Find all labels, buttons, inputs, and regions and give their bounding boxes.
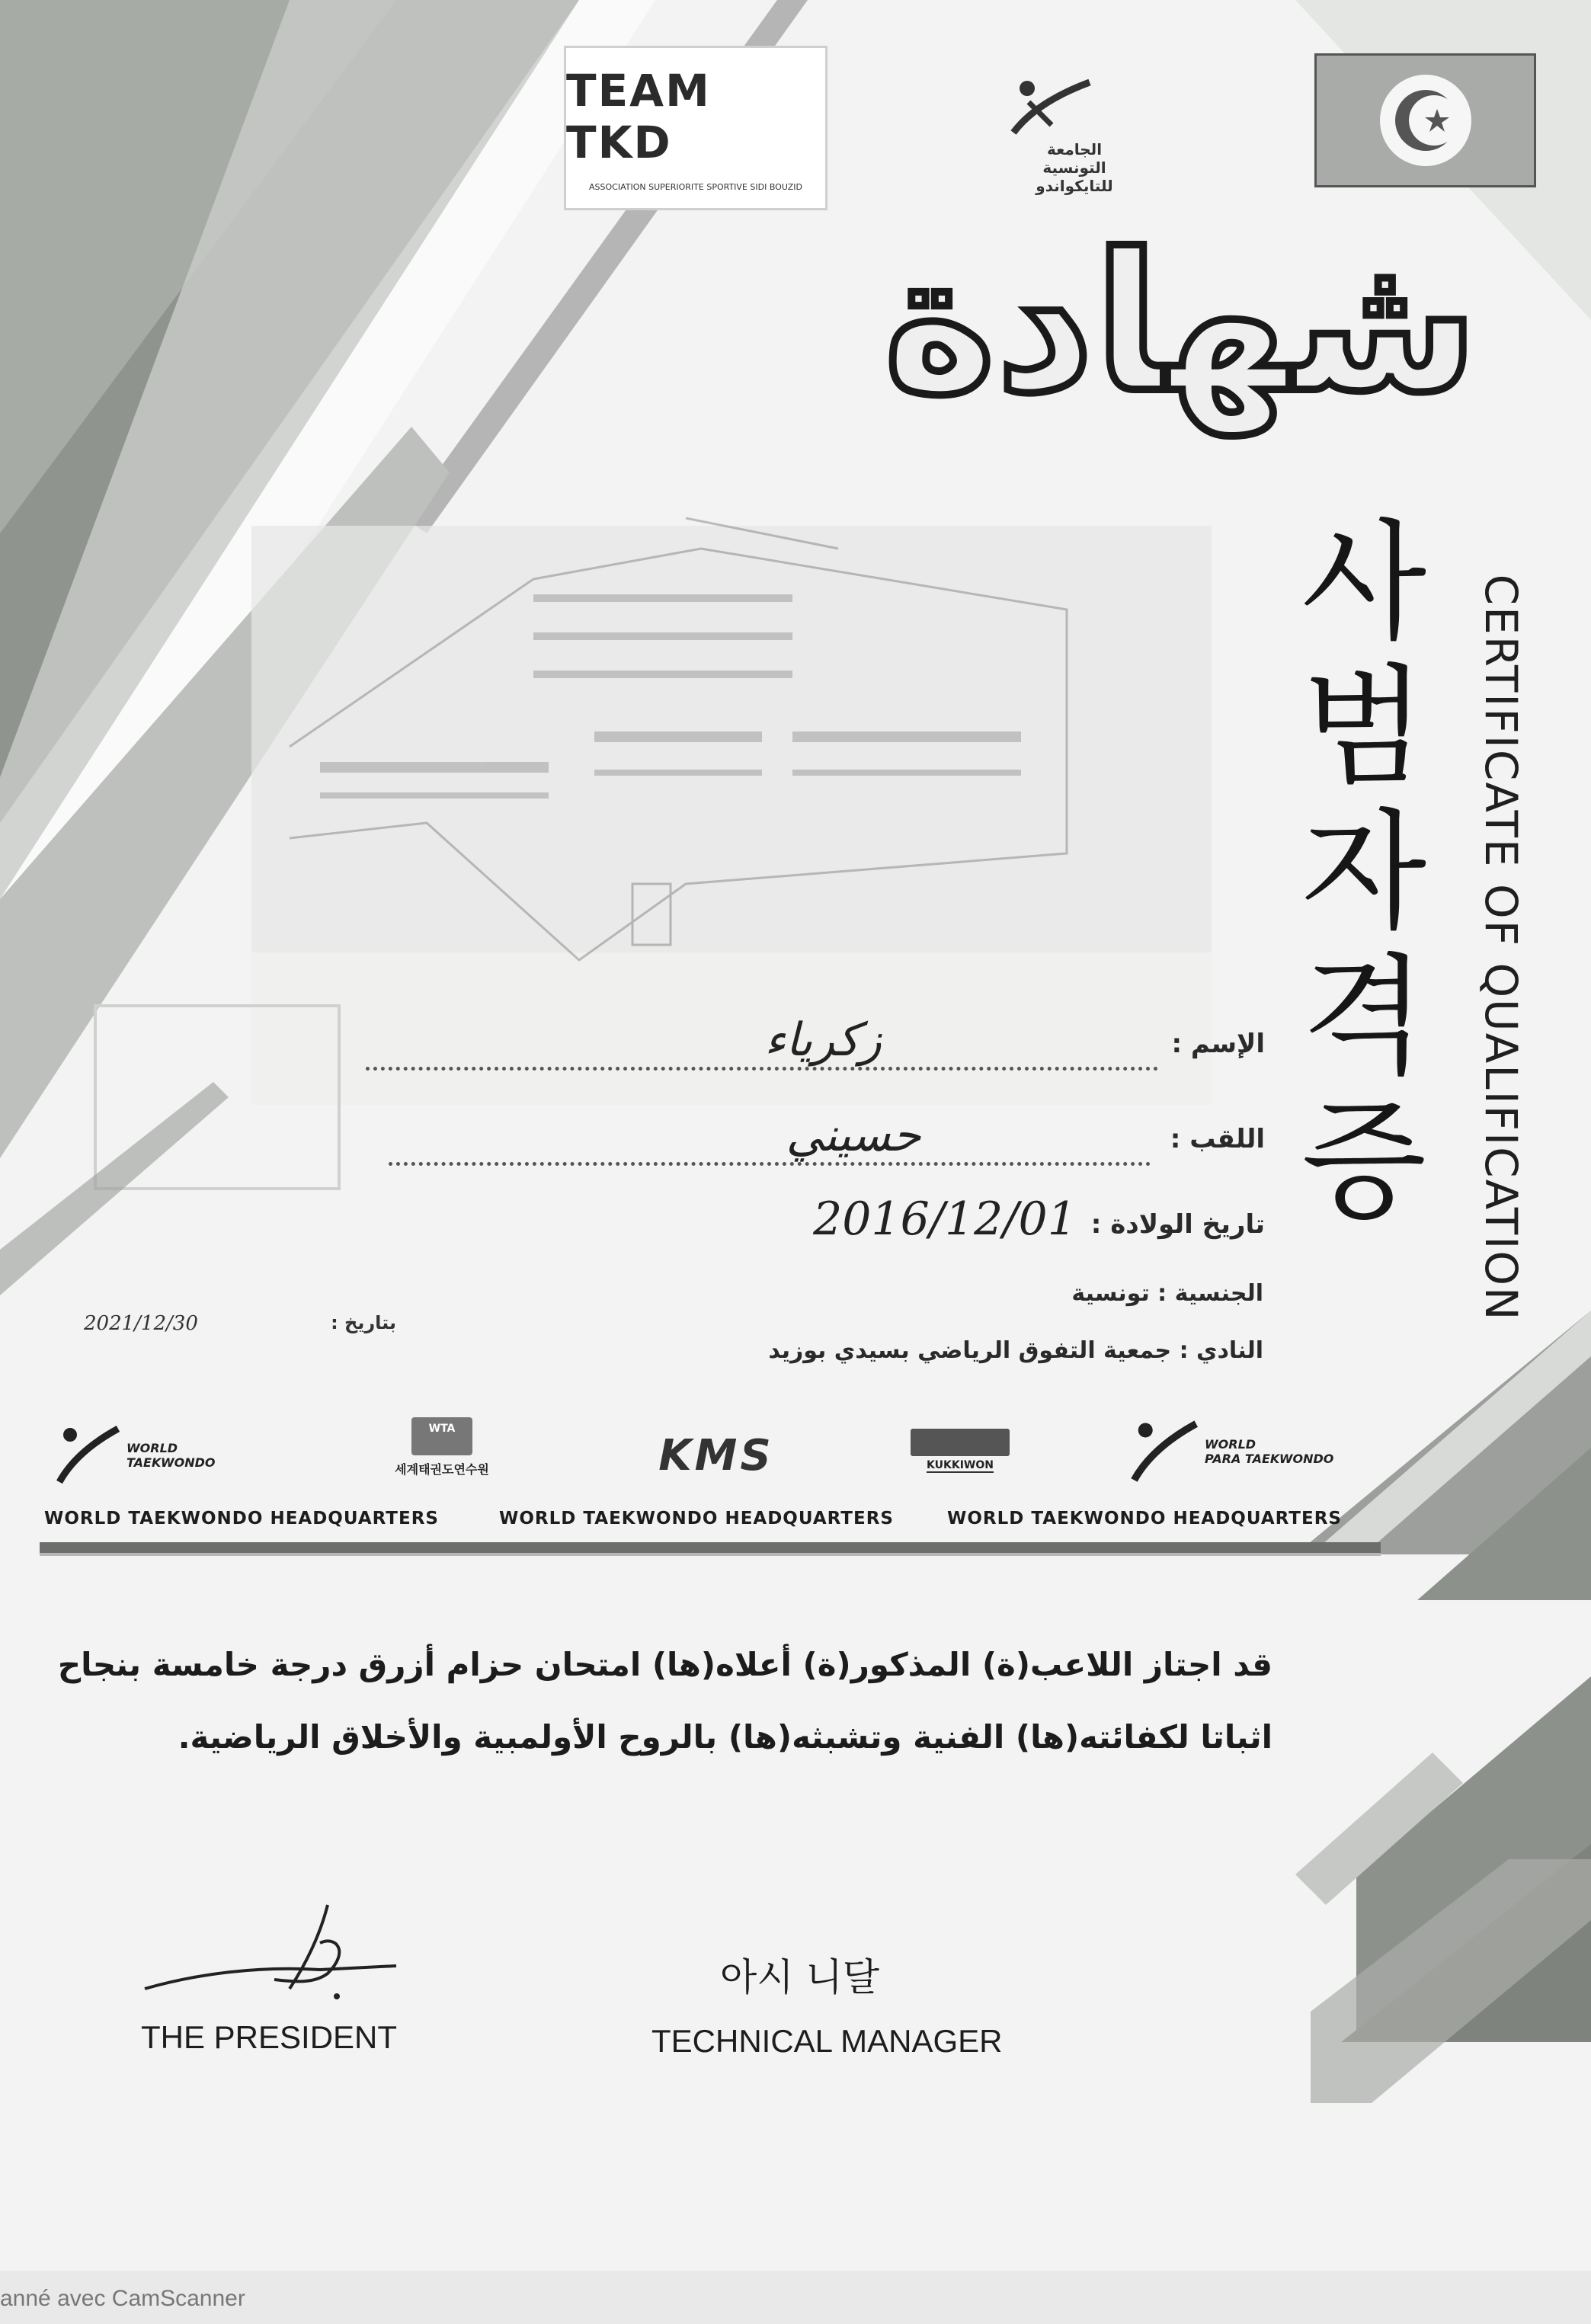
field-date-value: 2021/12/30 (84, 1312, 198, 1335)
partner-wta (373, 1417, 511, 1493)
world-taekwondo-line2: TAEKWONDO (126, 1455, 216, 1470)
taekwondo-kicker-icon (1006, 72, 1097, 140)
hq-label-2: WORLD TAEKWONDO HEADQUARTERS (499, 1509, 894, 1529)
field-surname-value: حسيني (786, 1109, 921, 1162)
field-club: النادي : جمعية التفوق الرياضي بسيدي بوزيد (768, 1337, 1263, 1364)
partner-world-taekwondo (53, 1417, 267, 1493)
president-signature (137, 1890, 411, 2012)
federation-logo (968, 61, 1135, 206)
statement-line-2: اثباتا لكفائته(ها) الفنية وتشبثه(ها) بالروح الأولمبية والأخلاق الرياضية. (178, 1718, 1272, 1756)
technical-manager-name: 아시 니달 (720, 1955, 880, 1999)
field-surname (358, 1109, 1265, 1177)
kukkiwon-logo: KUKKIWON (927, 1459, 994, 1471)
field-name (358, 1013, 1265, 1082)
field-birth-date-value: 2016/12/01 (813, 1192, 1077, 1246)
title-english (1471, 495, 1532, 1394)
crescent-star-icon (1376, 71, 1475, 170)
wta-logo: WTA (411, 1417, 472, 1455)
field-nationality: الجنسية : تونسية (1071, 1280, 1263, 1307)
field-name-label: الإسم : (1171, 1029, 1265, 1059)
title-korean-text: 사범자격증 (1301, 507, 1427, 1237)
president-title: THE PRESIDENT (141, 2019, 398, 2055)
team-tkd-logo (564, 46, 828, 210)
field-date (76, 1303, 396, 1349)
title-english-text: CERTIFICATE OF QUALIFICATION (1475, 574, 1527, 1322)
field-name-value: زكرياء (764, 1013, 882, 1067)
statement-line-1: قد اجتاز اللاعب(ة) المذكور(ة) أعلاه(ها) امتحان حزام أزرق درجة خامسة بنجاح (57, 1646, 1272, 1683)
wta-logo-korean: 세계태권도연수원 (395, 1462, 489, 1477)
federation-logo-text: الجامعة التونسية للتايكواندو (1036, 140, 1113, 195)
hq-label-3: WORLD TAEKWONDO HEADQUARTERS (947, 1509, 1342, 1529)
title-korean (1288, 507, 1440, 1379)
kukkiwon-emblem-icon (911, 1429, 1010, 1456)
world-para-taekwondo-logo (1128, 1416, 1200, 1488)
tunisia-flag-icon (1314, 53, 1536, 187)
field-birth-date (358, 1192, 1265, 1261)
field-date-label: بتاريخ : (331, 1312, 396, 1333)
team-tkd-logo-subtitle: ASSOCIATION SUPERIORITE SPORTIVE SIDI BOUZID (589, 181, 802, 192)
field-surname-label: اللقب : (1170, 1124, 1265, 1154)
kms-logo: KMS (658, 1430, 774, 1481)
world-para-taekwondo-line2: PARA TAEKWONDO (1205, 1452, 1334, 1466)
partner-world-para-taekwondo (1128, 1410, 1387, 1493)
world-taekwondo-line1: WORLD (126, 1441, 178, 1455)
partner-kms (648, 1425, 785, 1486)
title-arabic: شهادة (883, 213, 1479, 434)
technical-manager-title: TECHNICAL MANAGER (651, 2023, 1003, 2059)
hq-label-1: WORLD TAEKWONDO HEADQUARTERS (44, 1509, 439, 1529)
world-taekwondo-logo (53, 1421, 122, 1490)
world-para-taekwondo-line1: WORLD (1205, 1437, 1256, 1452)
scanner-watermark: anné avec CamScanner (0, 2286, 245, 2311)
field-birth-date-label: تاريخ الولادة : (1090, 1209, 1265, 1240)
team-tkd-logo-text: TEAM TKD (566, 64, 711, 168)
partner-kukkiwon (899, 1429, 1021, 1490)
